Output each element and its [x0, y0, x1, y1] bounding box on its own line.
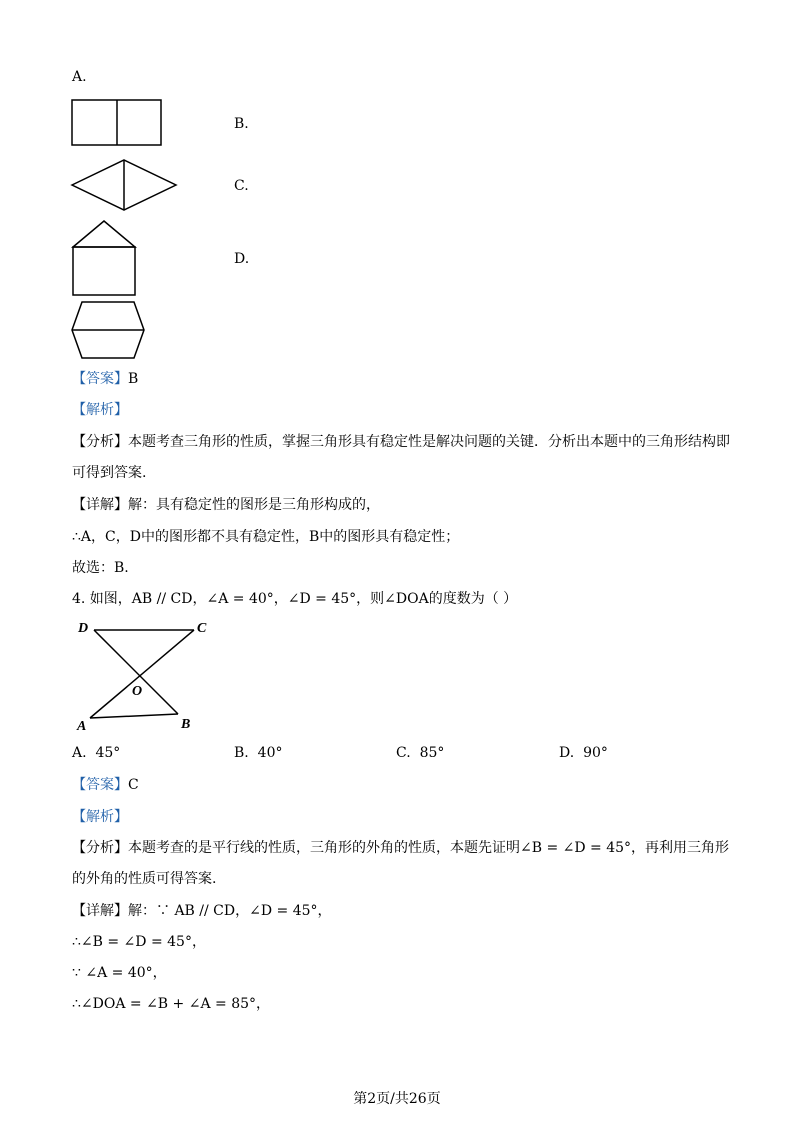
option-value: 40°	[257, 745, 283, 761]
q4-analysis-tag: 【解析】	[72, 809, 128, 825]
fenxi-tag: 【分析】	[72, 434, 128, 450]
q4-detail-line4: ∴∠DOA = ∠B + ∠A = 85°，	[72, 996, 271, 1012]
q3-analysis-tag: 【解析】	[72, 402, 128, 418]
label-b: B	[181, 717, 191, 732]
q4-fenxi-line2: 的外角的性质可得答案.	[72, 871, 217, 887]
q3-detail-line2: ∴A，C，D中的图形都不具有稳定性，B中的图形具有稳定性；	[72, 529, 460, 545]
q4-detail-line1	[72, 902, 332, 920]
q4-fenxi-line1	[72, 839, 729, 857]
q4-question: 4. 如图，AB // CD，∠A = 40°，∠D = 45°，则∠DOA的度数为（ ）	[72, 591, 518, 607]
detail-text: 解：∵ AB // CD，∠D = 45°，	[128, 903, 332, 919]
option-label: A.	[72, 745, 87, 761]
detail-text: 解：具有稳定性的图形是三角形构成的，	[128, 497, 380, 513]
detail-tag: 【详解】	[72, 903, 128, 919]
option-label: C.	[396, 745, 411, 761]
answer-value: B	[128, 371, 139, 387]
answer-tag: 【答案】	[72, 371, 128, 387]
q3-fenxi-line1	[72, 433, 730, 451]
q3-fenxi-line2: 可得到答案.	[72, 465, 147, 481]
q4-answer-line	[72, 776, 139, 794]
option-label: D.	[559, 745, 575, 761]
option-value: 85°	[419, 745, 445, 761]
fenxi-text: 本题考查三角形的性质，掌握三角形具有稳定性是解决问题的关键．分析出本题中的三角形结构即	[128, 434, 730, 450]
q3-detail-line1	[72, 496, 380, 514]
fenxi-tag: 【分析】	[72, 840, 128, 856]
q4-detail-line2: ∴∠B = ∠D = 45°，	[72, 934, 206, 950]
label-o: O	[132, 684, 143, 699]
option-value: 90°	[583, 745, 608, 761]
page-number: 第2页/共26页	[353, 1091, 441, 1107]
q4-option-a	[72, 744, 120, 762]
option-d-label: D.	[234, 251, 250, 267]
option-c-label: C.	[234, 178, 249, 194]
detail-tag: 【详解】	[72, 497, 128, 513]
option-value: 45°	[95, 745, 121, 761]
shape-b-rhombus-triangles	[70, 158, 178, 212]
label-a: A	[77, 719, 87, 734]
q3-detail-line3: 故选：B.	[72, 560, 129, 576]
q4-figure	[74, 618, 224, 736]
label-d: D	[78, 621, 89, 636]
shape-a-split-rectangle	[71, 99, 163, 147]
q4-option-c	[396, 744, 444, 762]
fenxi-text: 本题考查的是平行线的性质，三角形的外角的性质，本题先证明∠B = ∠D = 45°，再利用三角形	[128, 840, 730, 856]
shape-c-house	[71, 219, 137, 297]
q4-detail-line3: ∵ ∠A = 40°，	[72, 965, 167, 981]
option-a-label: A.	[72, 69, 87, 85]
shape-d-hexagon	[70, 300, 146, 360]
option-b-label: B.	[234, 116, 249, 132]
q4-option-b	[234, 744, 282, 762]
answer-value: C	[128, 777, 139, 793]
answer-tag: 【答案】	[72, 777, 128, 793]
option-label: B.	[234, 745, 249, 761]
label-c: C	[197, 621, 207, 636]
q3-answer-line	[72, 370, 138, 388]
q4-option-d	[559, 744, 608, 762]
